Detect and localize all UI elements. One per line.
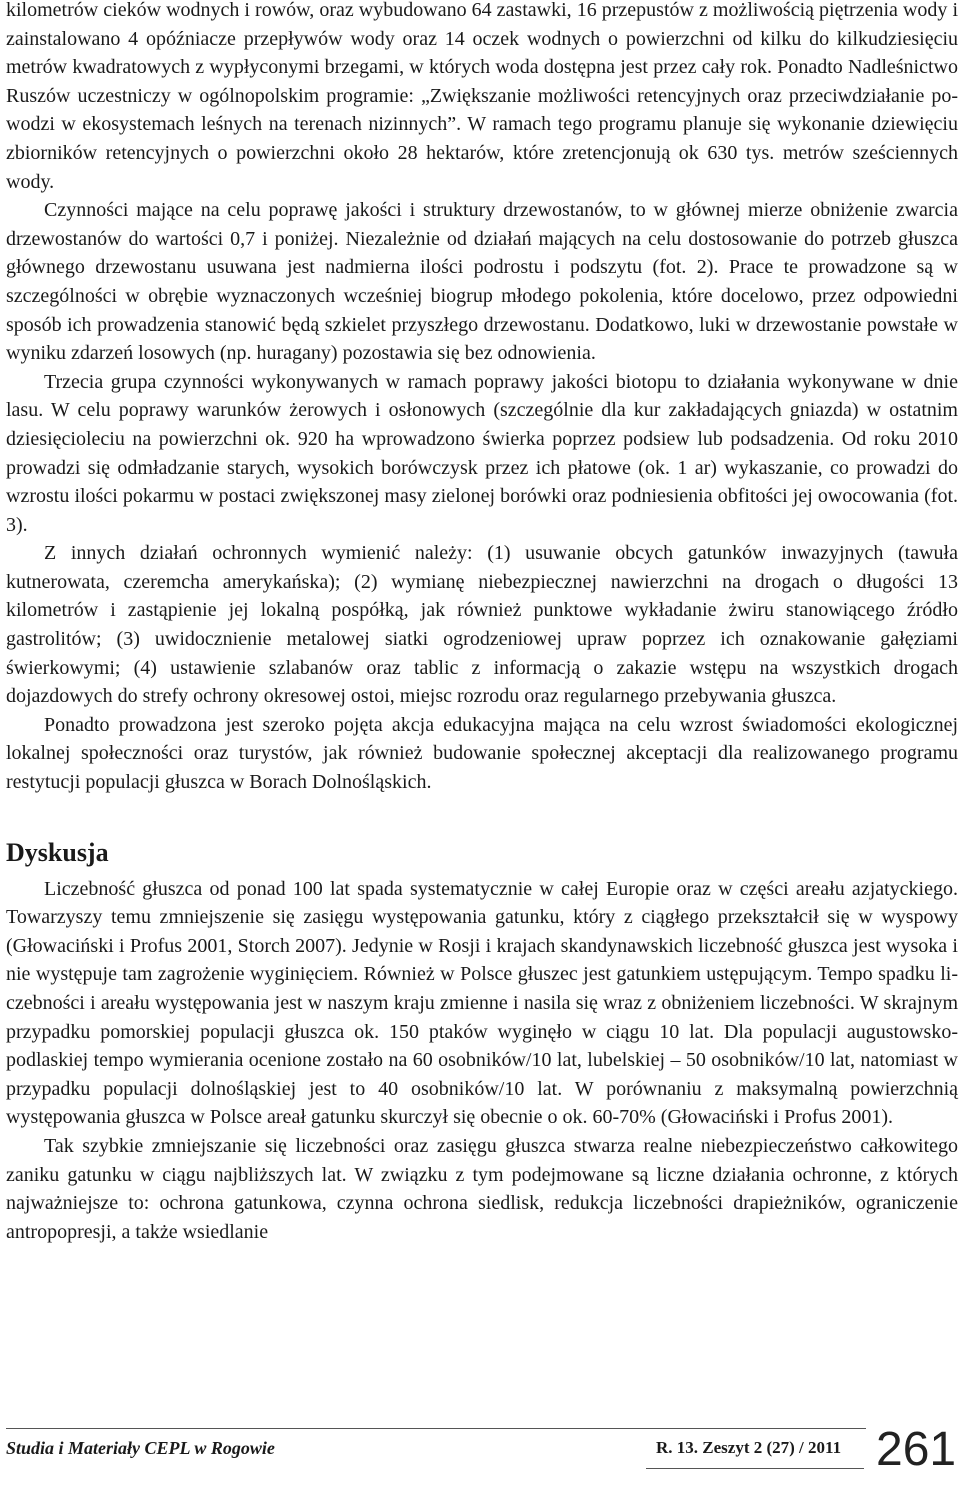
body-paragraph: Z innych działań ochronnych wymienić należy: (1) usuwanie obcych gatunków inwazyjnych (tawuła kutnerowata, czeremcha amerykańska); (2) wymianę niebezpiecznej nawierzchni na drogach o długości 13 kilometrów i zastąpienie jej lokalną pospółką, jak również punktowe wykładanie żwiru stanowiącego źródło gastrolitów; (3) uwidocznienie metalowej siatki ogrodzeniowej upraw poprzez ich oznakowanie gałęziami świerkowymi; (4) ustawienie szlabanów oraz tablic z informacją o zakazie wstępu na wszystkich drogach dojazdowych do strefy ochrony okresowej ostoi, miejsc rozrodu oraz regularnego przebywania głuszca. — [6, 542, 958, 708]
section-heading: Dyskusja — [6, 837, 109, 867]
footer-divider — [646, 1468, 864, 1469]
page-number: 261 — [876, 1423, 957, 1476]
body-paragraph: kilometrów cieków wodnych i rowów, oraz wybudowano 64 zastawki, 16 przepustów z możliwością piętrzenia wody i zainstalowano 4 opóźniacze przepływów wody oraz 14 oczek wodnych o powierzchni od kilku do kilkudziesięciu metrów kwadratowych z wypłyconymi brzegami, w których woda dostępna jest przez cały rok. Ponadto Nadleśnictwo Ruszów uczestniczy w ogólnopolskim programie: „Zwiększanie możliwości retencyjnych oraz przeciwdziałanie powodzi w ekosystemach leśnych na terenach nizinnych”. W ramach tego programu planuje się wykonanie dziewięciu zbiorników retencyjnych o powierzchni około 28 hektarów, które zretencjonują ok 630 tys. metrów sześciennych wody. — [6, 0, 958, 193]
footer-divider — [6, 1428, 866, 1429]
page-footer — [6, 1423, 958, 1478]
body-paragraph: Ponadto prowadzona jest szeroko pojęta akcja edukacyjna mająca na celu wzrost świadomości ekologicznej lokalnej społeczności oraz turystów, jak również budowanie społecznej akceptacji dla realizowanego programu restytucji populacji głuszca w Borach Dolnośląskich. — [6, 713, 958, 794]
body-paragraph: Czynności mające na celu poprawę jakości i struktury drzewostanów, to w głównej mierze obniżenie zwarcia drzewostanów do wartości 0,7 i poniżej. Niezależnie od działań mających na celu dostosowanie do potrzeb głuszca głównego drzewostanu usuwana jest nadmierna ilości podrostu i podszytu (fot. 2). Prace te prowadzone są w szczególności w obrębie wyznaczonych wcześniej biogrup młodego pokolenia, które docelowo, przez odpowiedni sposób ich prowadzenia stanowić będą szkielet przyszłego drzewostanu. Dodatkowo, luki w drzewostanie powstałe w wyniku zdarzeń losowych (np. huragany) pozostawia się bez odnowienia. — [6, 199, 958, 365]
article-page — [6, 0, 958, 1246]
journal-title: Studia i Materiały CEPL w Rogowie — [6, 1438, 275, 1458]
discussion-paragraph: Tak szybkie zmniejszanie się liczebności oraz zasięgu głuszca stwarza realne niebezpieczeństwo całkowitego zaniku gatunku w ciągu najbliższych lat. W związku z tym podejmowane są liczne działania ochronne, z których najważniejsze to: ochrona gatunkowa, czynna ochrona siedlisk, redukcja liczebności drapieżników, ograniczenie antropopresji, a także wsiedlanie — [6, 1134, 958, 1243]
issue-info: R. 13. Zeszyt 2 (27) / 2011 — [656, 1438, 842, 1457]
body-paragraph: Trzecia grupa czynności wykonywanych w ramach poprawy jakości biotopu to działania wykonywane w dnie lasu. W celu poprawy warunków żerowych i osłonowych (szczególnie dla kur zakładających gniazda) w ostatnim dziesięcioleciu na powierzchni ok. 920 ha wprowadzono świerka poprzez podsiew lub podsadzenia. Od roku 2010 prowadzi się odmładzanie starych, wysokich borówczysk przez ich płatowe (ok. 1 ar) wykaszanie, co prowadzi do wzrostu ilości pokarmu w postaci zwiększonej masy zielonej borówki oraz podniesienia obfitości jej owocowania (fot. 3). — [6, 370, 958, 536]
discussion-paragraph: Liczebność głuszca od ponad 100 lat spada systematycznie w całej Europie oraz w części areału azjatyckiego. Towarzyszy temu zmniejszenie się zasięgu występowania gatunku, który z ciągłego przekształcił się w wyspowy (Głowaciński i Profus 2001, Storch 2007). Jedynie w Rosji i krajach skandynawskich liczebność głuszca jest wysoka i nie występuje tam zagrożenie wyginięciem. Również w Polsce głuszec jest gatunkiem ustępującym. Tempo spadku liczebności i areału występowania jest w naszym kraju zmienne i nasila się wraz z obniżeniem liczebności. W skrajnym przypadku pomorskiej populacji głuszca ok. 150 ptaków wyginęło w ciągu 10 lat. Dla populacji augustowsko-podlaskiej tempo wymierania ocenione zostało na 60 osobników/10 lat, lubelskiej – 50 osobników/10 lat, natomiast w przypadku populacji dolnośląskiej jest to 40 osobników/10 lat. W porównaniu z maksymalną powierzchnią występowania głuszca w Polsce areał gatunku skurczył się obecnie o ok. 60-70% (Głowaciński i Profus 2001). — [6, 877, 958, 1129]
